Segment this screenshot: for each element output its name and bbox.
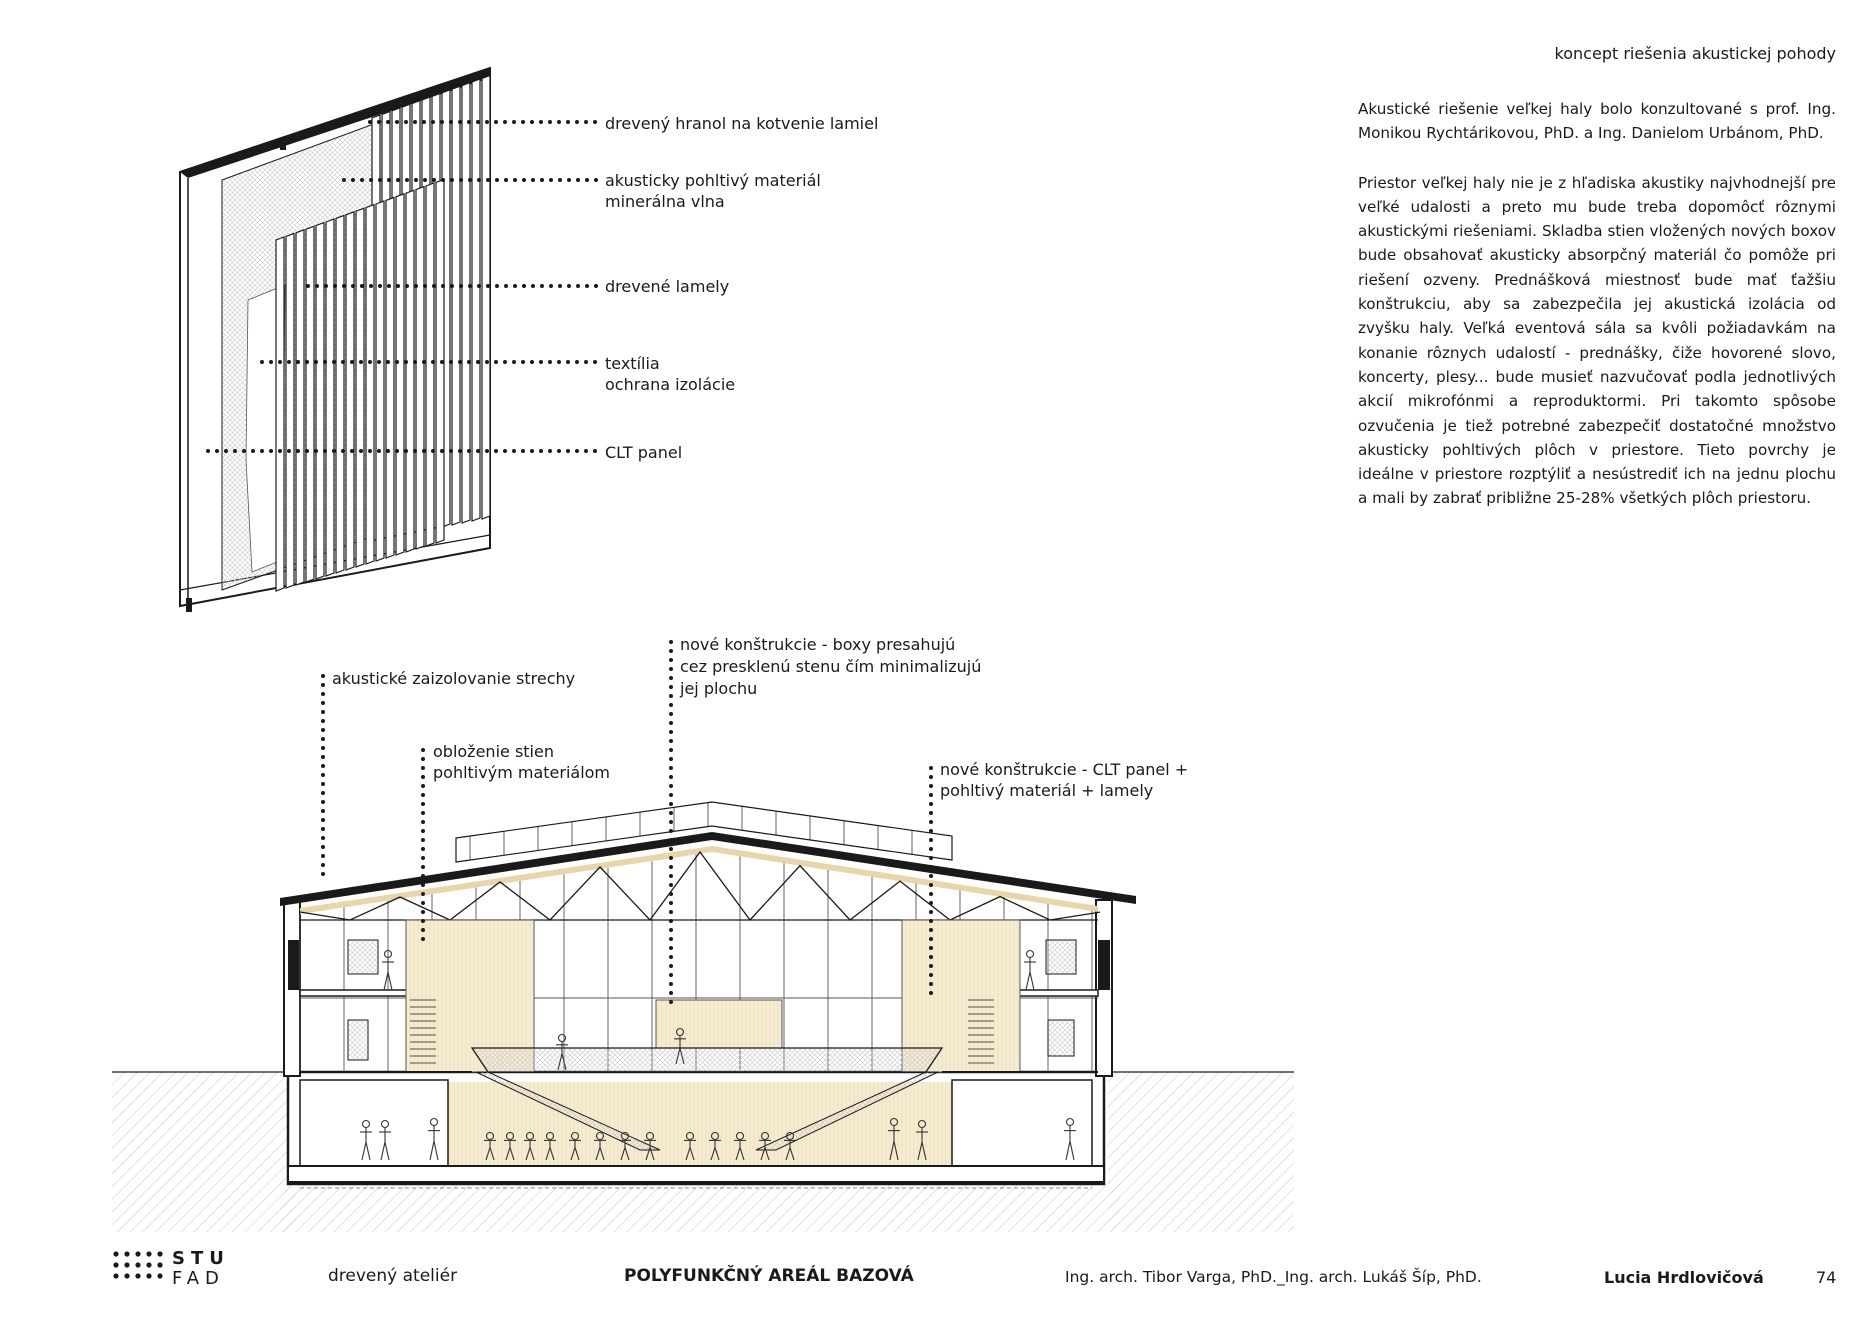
studio-name: drevený ateliér xyxy=(328,1266,458,1286)
building-section xyxy=(112,802,1294,1232)
stu-logo-dots xyxy=(113,1251,162,1278)
label-new-boxes-2: cez presklenú stenu čím minimalizujú xyxy=(680,657,982,676)
wall-axonometric xyxy=(180,68,490,612)
label-clt-construction-1: nové konštrukcie - CLT panel + xyxy=(940,760,1189,779)
label-roof-insulation: akustické zaizolovanie strechy xyxy=(332,669,576,688)
label-lamellae: drevené lamely xyxy=(605,277,730,296)
logo-stu: STU xyxy=(172,1248,230,1269)
logo-fad: FAD xyxy=(172,1268,225,1289)
label-textile: textília xyxy=(605,354,660,373)
label-wall-cladding-1: obloženie stien xyxy=(433,742,554,761)
page-number: 74 xyxy=(1816,1268,1837,1287)
label-timber-batten: drevený hranol na kotvenie lamiel xyxy=(605,114,879,133)
label-insulation-protection: ochrana izolácie xyxy=(605,375,736,394)
author-name: Lucia Hrdlovičová xyxy=(1604,1268,1764,1287)
section-title: koncept riešenia akustickej pohody xyxy=(1554,44,1836,63)
paragraph-acoustics: Priestor veľkej haly nie je z hľadiska akustiky najvhodnejší pre veľké udalosti a preto mu bude treba dopomôcť rôznymi akustickými riešeniami. Skladba stien vložených nových boxov bude obsahovať akusticky absorpčný materiál čo pomôže pri riešení ozveny. Prednášková miestnosť bude mať ťažšiu konštrukciu, aby sa zabezpečila jej akustická izolácia od zvyšku haly. Veľká eventová sála sa kvôli požiadavkám na konanie rôznych udalostí - prednášky, čiže hovorené slovo, koncerty, plesy... bude musieť nazvučovať podla jednotlivých akcií mikrofónmi a reproduktormi. Pri takomto spôsobe ozvučenia je tiež potrebné zabezpečiť dostatočné množstvo akusticky pohltivých plôch v priestore. Tieto povrchy je ideálne v priestore rozptýliť a nesústrediť ich na jednu plochu a mali by zabrať približne 25-28% všetkých plôch priestoru. xyxy=(1358,173,1836,508)
paragraph-consultation: Akustické riešenie veľkej haly bolo konzultované s prof. Ing. Monikou Rychtárikovou, PhD. a Ing. Danielom Urbánom, PhD. xyxy=(1358,100,1836,143)
project-title: POLYFUNKČNÝ AREÁL BAZOVÁ xyxy=(624,1266,914,1286)
description-text xyxy=(1358,97,1836,536)
label-clt-construction-2: pohltivý materiál + lamely xyxy=(940,781,1154,800)
label-absorbing-material: akusticky pohltivý materiál xyxy=(605,171,821,190)
label-new-boxes-3: jej plochu xyxy=(680,679,758,698)
label-clt-panel: CLT panel xyxy=(605,443,683,462)
label-mineral-wool: minerálna vlna xyxy=(605,192,725,211)
tutors: Ing. arch. Tibor Varga, PhD._Ing. arch. Lukáš Šíp, PhD. xyxy=(1065,1268,1482,1286)
label-wall-cladding-2: pohltivým materiálom xyxy=(433,763,611,782)
label-new-boxes-1: nové konštrukcie - boxy presahujú xyxy=(680,635,956,654)
